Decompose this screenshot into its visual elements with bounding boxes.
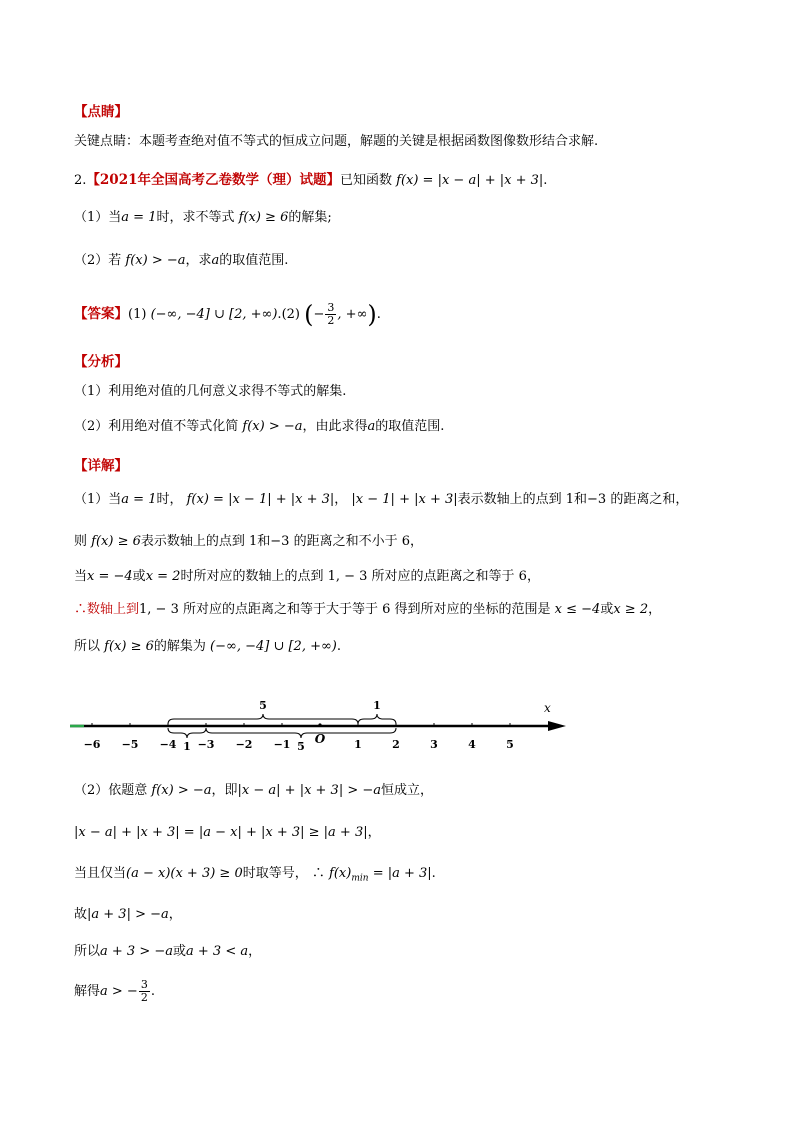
part2-line2 xyxy=(74,823,381,843)
dianjing-text: 关键点睛：本题考查绝对值不等式的恒成立问题，解题的关键是根据函数图像数形结合求解. xyxy=(74,134,599,149)
analysis-line1: （1）利用绝对值的几何意义求得不等式的解集. xyxy=(74,384,347,399)
origin-dot xyxy=(318,723,321,726)
part2-l6-suffix: . xyxy=(150,984,155,999)
answer-p1-value: (−∞, −4] ∪ [2, +∞) xyxy=(150,307,278,322)
part2-l1-math: f(x) > −a xyxy=(151,783,212,798)
brace-label: 5 xyxy=(259,699,267,712)
analysis-line2-math: f(x) > −a xyxy=(242,419,303,434)
distance-brace xyxy=(168,714,358,724)
detail-l3-suffix: 时所对应的数轴上的点到 1, − 3 所对应的点距离之和等于 6， xyxy=(180,569,540,584)
detail-l3-or: 或 xyxy=(132,569,146,584)
part2-l6-fraction xyxy=(139,979,150,1004)
part2-l5-b: a + 3 < a xyxy=(186,944,249,959)
detail-line2 xyxy=(74,532,423,552)
part2-line1 xyxy=(74,781,433,801)
dianjing-heading: 【点睛】 xyxy=(74,104,128,120)
problem-source: 【2021年全国高考乙卷数学（理）试题】 xyxy=(86,172,340,188)
detail-l1-suffix: 表示数轴上的点到 1和−3 的距离之和， xyxy=(457,492,689,507)
part1-cond: a = 1 xyxy=(121,210,157,225)
answer-p2-fraction xyxy=(325,302,336,327)
tick-label: −3 xyxy=(197,738,215,751)
detail-l3-prefix: 当 xyxy=(74,569,88,584)
part2-ineq: f(x) > −a xyxy=(125,253,186,268)
tick-label: 3 xyxy=(430,738,438,751)
part2-l3-mid: 时取等号， xyxy=(242,866,308,881)
detail-l2-math: f(x) ≥ 6 xyxy=(91,534,141,549)
part2-l4-suffix: ， xyxy=(168,907,182,922)
answer-p2-num: 3 xyxy=(327,301,335,314)
brace-label: 1 xyxy=(183,740,191,753)
problem-part1 xyxy=(74,208,332,228)
part2-l2-suffix: ， xyxy=(367,825,381,840)
tick-label: 1 xyxy=(354,738,362,751)
problem-function: f(x) = |x − a| + |x + 3| xyxy=(396,173,544,188)
detail-l5-suffix: . xyxy=(336,639,342,654)
brace-label: 5 xyxy=(297,740,305,753)
analysis-line2-mid: ，由此求得 xyxy=(302,419,368,434)
tick-label: 2 xyxy=(392,738,400,751)
part2-l1-expr: |x − a| + |x + 3| > −a xyxy=(237,783,382,798)
number-line-diagram xyxy=(70,686,580,766)
answer-p2-den: 2 xyxy=(327,314,335,327)
part2-l6-num: 3 xyxy=(140,978,148,991)
detail-l4-mid: 1, − 3 所对应的点距离之和等于大于等于 6 得到所对应的坐标的范围是 xyxy=(139,602,551,617)
detail-line1 xyxy=(74,490,688,510)
part1-ineq: f(x) ≥ 6 xyxy=(238,210,289,225)
detail-l5-set: (−∞, −4] ∪ [2, +∞) xyxy=(210,639,337,654)
part2-line6 xyxy=(74,979,155,1004)
part1-prefix: （1）当 xyxy=(74,210,122,225)
part1-suffix: 的解集; xyxy=(288,210,332,225)
analysis-line2 xyxy=(74,417,444,437)
detail-l4-b: x ≥ 2 xyxy=(613,602,649,617)
tick-label: 4 xyxy=(468,738,476,751)
detail-l1-prefix: （1）当 xyxy=(74,492,122,507)
problem-stem-prefix: 已知函数 xyxy=(339,173,392,188)
detail-l1-expr: |x − 1| + |x + 3| xyxy=(351,492,458,507)
answer-sep: . xyxy=(277,307,282,322)
part2-l5-prefix: 所以 xyxy=(74,944,101,959)
tick-label: −6 xyxy=(83,738,101,751)
answer-p2-lparen: ( xyxy=(304,300,314,329)
part2-l4-math: |a + 3| > −a xyxy=(87,907,169,922)
detail-l4-or: 或 xyxy=(600,602,614,617)
part2-l6-math: a > − xyxy=(100,984,138,999)
detail-l5-mid: 的解集为 xyxy=(153,639,206,654)
detail-l1-mid: 时， xyxy=(156,492,183,507)
problem-stem xyxy=(74,170,547,191)
detail-heading: 【详解】 xyxy=(74,458,128,474)
origin-label: O xyxy=(314,732,326,746)
part2-line3 xyxy=(74,864,436,889)
detail-l1-sep: ， xyxy=(334,492,348,507)
part2-prefix: （2）若 xyxy=(74,253,122,268)
brace-label: 1 xyxy=(373,699,381,712)
part2-l3-rest: = |a + 3| xyxy=(372,866,432,881)
part2-l3-f: f(x) xyxy=(329,866,352,881)
answer-line xyxy=(74,302,381,327)
part2-l5-a: a + 3 > −a xyxy=(100,944,173,959)
number-line-axis-label: x xyxy=(544,701,551,715)
part2-l6-den: 2 xyxy=(140,991,148,1004)
analysis-heading: 【分析】 xyxy=(74,354,128,370)
detail-l5-prefix: 所以 xyxy=(74,639,101,654)
detail-line4 xyxy=(74,600,661,620)
tick-label: 5 xyxy=(506,738,514,751)
detail-l3-b: x = 2 xyxy=(145,569,181,584)
detail-l4-prefix: ∴数轴上到 xyxy=(74,602,140,617)
part2-l5-suffix: ， xyxy=(248,944,262,959)
detail-l2-prefix: 则 xyxy=(74,534,88,549)
problem-stem-suffix: . xyxy=(543,173,548,188)
part2-line5 xyxy=(74,942,261,962)
tick-label: −2 xyxy=(235,738,253,751)
answer-heading: 【答案】 xyxy=(74,306,128,322)
answer-p2-label: (2) xyxy=(281,307,300,322)
detail-line3 xyxy=(74,567,540,587)
distance-brace xyxy=(206,728,396,738)
detail-l5-math: f(x) ≥ 6 xyxy=(104,639,154,654)
part2-l3-prefix: 当且仅当 xyxy=(74,866,127,881)
problem-number: 2. xyxy=(74,173,87,188)
part1-mid: 时，求不等式 xyxy=(156,210,235,225)
detail-line5 xyxy=(74,637,341,657)
distance-brace xyxy=(358,714,396,724)
part2-l3-suffix: . xyxy=(431,866,436,881)
part2-l1-suffix: 恒成立， xyxy=(381,783,434,798)
detail-l2-suffix: 表示数轴上的点到 1和−3 的距离之和不小于 6， xyxy=(140,534,423,549)
number-line-arrowhead xyxy=(548,721,566,731)
tick-label: −1 xyxy=(273,738,291,751)
answer-p1-label: (1) xyxy=(128,307,147,322)
part2-l3-therefore: ∴ xyxy=(311,866,325,881)
tick-label: −5 xyxy=(121,738,139,751)
analysis-line2-prefix: （2）利用绝对值不等式化简 xyxy=(74,419,239,434)
tick-label: −4 xyxy=(159,738,177,751)
part2-mid: ，求 xyxy=(185,253,212,268)
answer-end: . xyxy=(376,307,381,322)
distance-brace xyxy=(168,728,206,738)
part2-l3-sub: min xyxy=(351,873,369,884)
detail-l4-suffix: ， xyxy=(648,602,662,617)
detail-l1-cond: a = 1 xyxy=(121,492,157,507)
part2-var: a xyxy=(211,253,220,268)
part2-l3-math: (a − x)(x + 3) ≥ 0 xyxy=(126,866,243,881)
part2-l1-prefix: （2）依题意 xyxy=(74,783,148,798)
answer-p2-minus: − xyxy=(313,307,325,322)
detail-l1-func: f(x) = |x − 1| + |x + 3| xyxy=(186,492,335,507)
part2-suffix: 的取值范围. xyxy=(219,253,289,268)
part2-l1-mid: ，即 xyxy=(211,783,238,798)
part2-l5-or: 或 xyxy=(173,944,187,959)
analysis-line2-var: a xyxy=(367,419,376,434)
answer-p2-rparen: ) xyxy=(367,300,377,329)
detail-l3-a: x = −4 xyxy=(87,569,133,584)
part2-line4 xyxy=(74,905,182,925)
problem-part2 xyxy=(74,251,288,271)
analysis-line2-suffix: 的取值范围. xyxy=(375,419,445,434)
detail-l4-a: x ≤ −4 xyxy=(554,602,601,617)
part2-l2-math: |x − a| + |x + 3| = |a − x| + |x + 3| ≥ |a + 3| xyxy=(74,825,368,840)
answer-p2-rest: , +∞ xyxy=(337,307,368,322)
part2-l4-prefix: 故 xyxy=(74,907,88,922)
part2-l6-prefix: 解得 xyxy=(74,984,101,999)
